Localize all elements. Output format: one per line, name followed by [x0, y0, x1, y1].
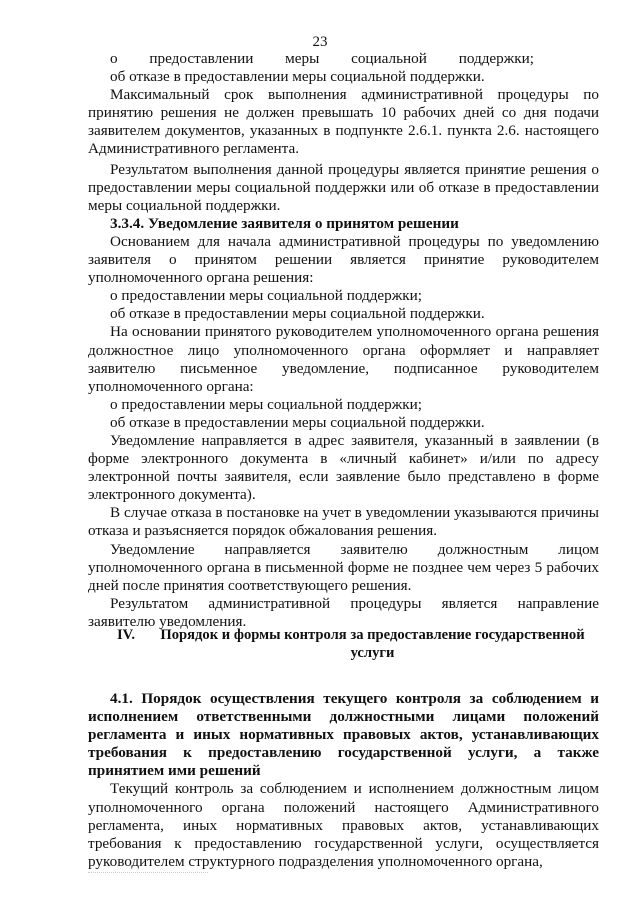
line-option-grant: о предоставлении меры социальной поддержки;	[110, 50, 534, 67]
paragraph-address: Уведомление направляется в адрес заявителя, указанный в заявлении (в форме электронного документа в «личный кабинет» и/или по адресу электронной почты заявителя, если заявление было представлено в форме электронного документа).	[88, 431, 599, 504]
paragraph-max-term: Максимальный срок выполнения административной процедуры по принятию решения не должен превышать 10 рабочих дней со дня подачи заявителем документов, указанных в подпункте 2.6.1. пункта 2.6. настоящего Административного регламента.	[88, 86, 599, 158]
subsection-heading-3-3-4: 3.3.4. Уведомление заявителя о принятом решении	[110, 214, 459, 232]
main-text-block	[88, 50, 599, 631]
paragraph-basis: Основанием для начала административной процедуры по уведомлению заявителя о принятом решении является принятие руководителем уполномоченного органа решения:	[88, 232, 599, 287]
section-iv-title	[117, 626, 587, 662]
paragraph-official-notice: На основании принятого руководителем уполномоченного органа решения должностное лицо уполномоченного органа оформляет и направляет заявителю письменное уведомление, подписанное руководителем уполномоченного органа:	[88, 323, 599, 395]
paragraph-current-control: Текущий контроль за соблюдением и исполнением должностным лицом уполномоченного органа положений настоящего Административного регламента, иных нормативных правовых актов, устанавливающих требования к предоставлению государственной услуги, осуществляется руководителем структурного подразделения уполномоченного органа,	[88, 780, 599, 870]
list-item-grant: о предоставлении меры социальной поддержки;	[110, 287, 422, 305]
section-iv-number: IV.	[117, 627, 135, 643]
list-item-refusal-2: об отказе в предоставлении меры социальной поддержки.	[110, 413, 485, 431]
section-iv-heading: Порядок и формы контроля за предоставление государственной услуги	[160, 627, 585, 661]
scan-artifact-divider	[88, 872, 208, 877]
paragraph-refusal-case: В случае отказа в постановке на учет в уведомлении указываются причины отказа и разъясняется порядок обжалования решения.	[88, 504, 599, 540]
section-4-1-block	[88, 690, 599, 871]
line-option-refusal: об отказе в предоставлении меры социальной поддержки.	[110, 68, 485, 86]
page-number: 23	[312, 34, 328, 50]
subsection-heading-4-1: 4.1. Порядок осуществления текущего контроля за соблюдением и исполнением ответственными должностными лицами положений регламента и иных нормативных правовых актов, устанавливающих требования к предоставлению государственной услуги, а также принятием ими решений	[88, 690, 599, 780]
list-item-refusal: об отказе в предоставлении меры социальной поддержки.	[110, 305, 485, 323]
paragraph-deadline: Уведомление направляется заявителю должностным лицом уполномоченного органа в письменной форме не позднее чем через 5 рабочих дней после принятия соответствующего решения.	[88, 540, 599, 594]
paragraph-procedure-result: Результатом административной процедуры является направление заявителю уведомления.	[88, 594, 599, 630]
list-item-grant-2: о предоставлении меры социальной поддержки;	[110, 395, 422, 413]
paragraph-result: Результатом выполнения данной процедуры является принятие решения о предоставлении меры социальной поддержки или об отказе в предоставлении меры социальной поддержки.	[88, 160, 599, 214]
